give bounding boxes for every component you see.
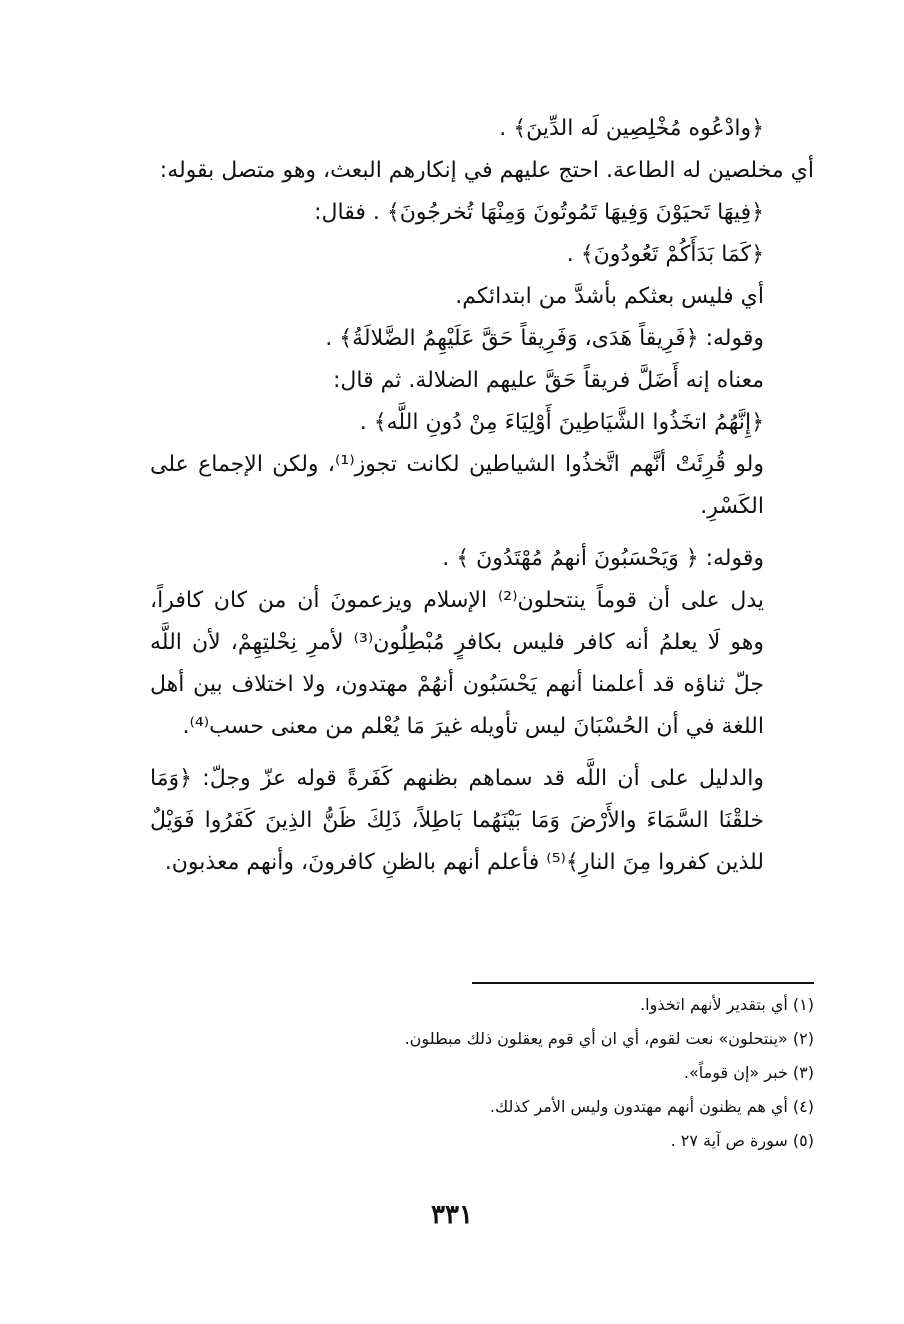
footnote-divider [472, 982, 814, 984]
footnote: (٥) سورة ص آية ٢٧ . [670, 1131, 814, 1150]
footnote: (٤) أي هم يظنون أنهم مهتدون وليس الأمر كذلك. [489, 1097, 814, 1116]
footnote: (١) أي بتقدير لأنهم اتخذوا. [640, 995, 814, 1014]
paragraph: أي فليس بعثكم بأشدَّ من ابتدائكم. [455, 284, 764, 309]
page-number: ٣٣١ [431, 1200, 473, 1230]
quran-verse-line: ﴿كَمَا بَدَأَكُمْ تَعُودُونَ﴾ . [566, 242, 764, 267]
quran-verse-line: ﴿فِيهَا تَحيَوْنَ وَفِيهَا تَمُوتُونَ وَمِنْهَا تُخرجُونَ﴾ . فقال: [314, 200, 764, 225]
paragraph: وقوله: ﴿ وَيَحْسَبُونَ أنهمُ مُهْتَدُونَ ﴾ . [442, 546, 764, 571]
footnote: (٣) خبر «إن قوماً». [683, 1063, 814, 1082]
footnotes [150, 988, 814, 1158]
paragraph: ولو قُرِئَتْ أنَّهم اتَّخذُوا الشياطين لكانت تجوز⁽¹⁾، ولكن الإجماع على الكَسْرِ. [150, 452, 764, 519]
quran-verse-line: ﴿إِنَّهُمُ اتخَذُوا الشَّيَاطِينَ أَوْلِيَاءَ مِنْ دُونِ اللَّه﴾ . [359, 410, 764, 435]
paragraph: يدل على أن قوماً ينتحلون⁽²⁾ الإسلام ويزعمونَ أن من كان كافراً، وهو لَا يعلمُ أنه كافر فليس بكافرٍ مُبْطِلُون⁽³⁾ لأمرِ نِحْلتِهِمْ، لأن اللَّه جلّ ثناؤه قد أعلمنا أنهم يَحْسَبُون أنهُمْ مهتدون، ولا اختلاف بين أهل اللغة في أن الحُسْبَانَ ليس تأويله غيرَ مَا يُعْلم من معنى حسب⁽⁴⁾. [150, 588, 764, 739]
main-text [150, 108, 814, 884]
paragraph: أي مخلصين له الطاعة. احتج عليهم في إنكارهم البعث، وهو متصل بقوله: [159, 158, 814, 183]
footnote: (٢) «ينتحلون» نعت لقوم، أي ان أي قوم يعقلون ذلك مبطلون. [404, 1029, 814, 1048]
quran-verse-line: ﴿وادْعُوه مُخْلِصِين لَه الدِّينَ﴾ . [499, 116, 764, 141]
paragraph: والدليل على أن اللَّه قد سماهم بظنهم كَفَرةً قوله عزّ وجلّ: ﴿وَمَا خلقْنَا السَّمَاءَ والأَرْضَ وَمَا بَيْنَهُما بَاطِلاً، ذَلِكَ ظَنُّ الذِينَ كَفَرُوا فَوَيْلٌ للذين كفروا مِنَ النارِ﴾⁽⁵⁾ فأعلم أنهم بالظنِ كافرونَ، وأنهم معذبون. [150, 766, 764, 875]
paragraph: معناه إنه أَضَلَّ فريقاً حَقَّ عليهم الضلالة. ثم قال: [333, 368, 764, 393]
paragraph: وقوله: ﴿فَرِيقاً هَدَى، وَفَرِيقاً حَقَّ عَلَيْهِمُ الضَّلالَةُ﴾ . [325, 326, 764, 351]
